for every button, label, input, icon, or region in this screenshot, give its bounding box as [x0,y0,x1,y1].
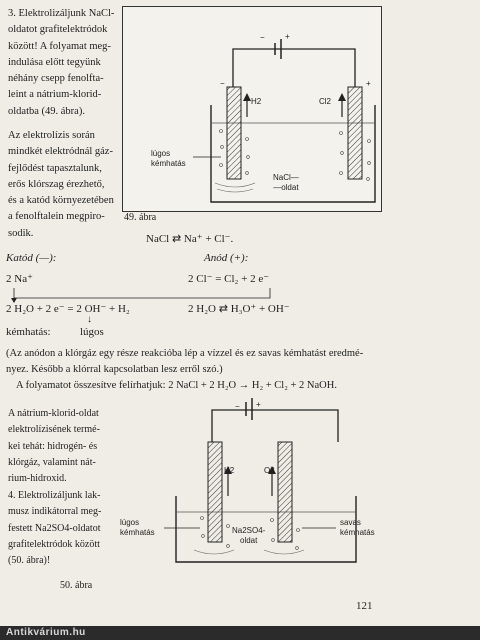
f50-basic-label [120,518,155,538]
text-line: grafitelektródok között [8,538,100,550]
f50-o2-label: O2 [264,466,275,475]
dissociation-equation: NaCl ⇄ Na⁺ + Cl⁻. [146,233,234,245]
text-line: klórgáz, valamint nát- [8,456,96,468]
figure-49 [122,6,382,212]
note-line-2: nyez. Később a klórral kapcsolatban lesz erről szó.) [6,364,223,375]
basic-label-line: lúgos [151,149,171,158]
text-line: mindkét elektródnál gáz- [8,146,113,158]
cathode-minus-sign: − [220,79,225,88]
text-line: és a katód környezetében [8,195,114,207]
h2-label: H2 [251,97,262,106]
text-line: indulása előtt tegyünk [8,56,101,68]
cathode-ion: 2 Na⁺ [6,273,33,285]
text-line: oldatba (49. ábra). [8,105,85,117]
figure-50-caption: 50. ábra [60,580,93,591]
basic-label-line: kémhatás [120,528,155,537]
basic-label [151,149,186,169]
text-line: sodik. [8,227,34,239]
solution-label-line: —oldat [273,183,299,192]
text-line: a fenolftalein megpiro- [8,211,105,223]
text-line: elektrolízisének termé- [8,424,100,436]
f50-h2-label: H2 [224,466,235,475]
ph-label: kémhatás: [6,326,51,338]
text-line: musz indikátorral meg- [8,506,102,518]
text-line: oldatot grafitelektródok [8,24,108,36]
item-3-text [8,6,126,120]
anode-plus-sign: + [366,79,371,88]
anode-water-equilibrium: 2 H₂O ⇄ H₃O⁺ + OH⁻ [188,303,290,315]
solution-label [273,173,299,193]
f50-plus-sign: + [256,400,261,409]
page-number: 121 [356,600,373,612]
text-line: néhány csepp fenolfta- [8,73,104,85]
anode-label: Anód (+): [204,252,249,264]
text-line: festett Na2SO4-oldatot [8,522,101,534]
basic-label-line: kémhatás [151,159,186,168]
text-line: leint a nátrium-klorid- [8,89,102,101]
text-line: A nátrium-klorid-oldat [8,408,99,419]
products-text [8,406,126,487]
acid-label-line: kémhatás [340,528,375,537]
note-line-1: (Az anódon a klórgáz egy része reakcióba lép a vízzel és ez savas kémhatást eredmé- [6,348,364,359]
text-line: között! A folyamat meg- [8,40,111,52]
brand-watermark: Antikvárium.hu [6,627,86,638]
solution-label-line: oldat [240,536,258,545]
minus-sign: − [260,33,265,42]
text-line: kei tehát: hidrogén- és [8,440,98,452]
cathode-water-reaction: 2 H₂O + 2 e⁻ = 2 OH⁻ + H₂ [6,303,130,315]
cathode-label: Katód (—): [6,252,57,264]
ph-value: lúgos [80,326,104,338]
solution-label-line: Na2SO4- [232,526,266,535]
f50-acid-label [340,518,375,538]
observation-text [8,128,126,242]
cl2-label: Cl2 [319,97,332,106]
text-line: 3. Elektrolizáljunk NaCl- [8,8,115,19]
text-line: 4. Elektrolizáljunk lak- [8,490,101,501]
electrolysis-diagram-50 [124,396,454,566]
f50-solution-label [232,526,265,546]
anode-reaction: 2 Cl⁻ = Cl₂ + 2 e⁻ [188,273,270,285]
text-line: erős klórszag érezhető, [8,178,105,190]
electrolysis-diagram-49 [123,7,381,211]
solution-label-line: NaCl— [273,173,299,182]
basic-label-line: lúgos [120,518,140,527]
f50-minus-sign: − [235,402,240,411]
down-arrow: ↓ [87,314,92,325]
text-line: fejlődést tapasztalunk, [8,162,102,174]
text-line: (50. ábra)! [8,555,51,567]
text-line: rium-hidroxid. [8,473,67,485]
figure-49-caption: 49. ábra [124,212,157,223]
footer-bar [0,626,480,640]
plus-sign: + [285,32,290,41]
acid-label-line: savas [340,518,361,527]
text-line: Az elektrolízis során [8,130,95,141]
item-4-text [8,488,126,569]
summary-equation: A folyamatot összesítve felírhatjuk: 2 NaCl + 2 H₂O → H₂ + Cl₂ + 2 NaOH. [16,380,337,391]
